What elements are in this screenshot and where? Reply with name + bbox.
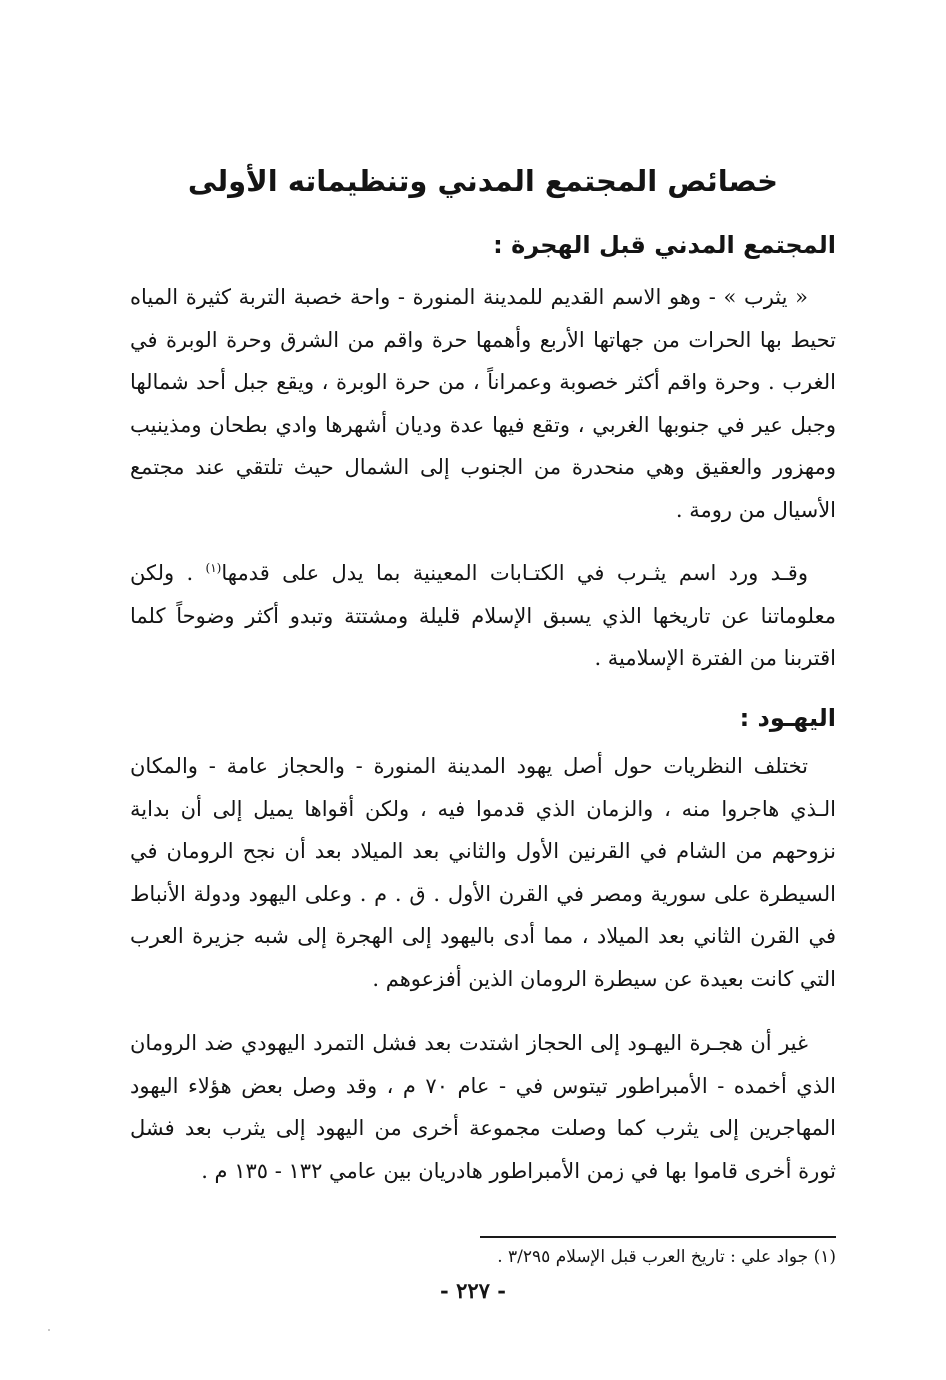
footnote: (١) جواد علي : تاريخ العرب قبل الإسلام ٣/٢٩٥ . bbox=[497, 1247, 836, 1267]
paragraph-yathrib-history bbox=[130, 552, 836, 680]
chapter-title: خصائص المجتمع المدني وتنظيماته الأولى bbox=[187, 164, 779, 198]
page-number: - ٢٢٧ - bbox=[440, 1278, 506, 1303]
footnote-divider bbox=[480, 1236, 836, 1238]
paragraph-jews-migration: غير أن هجـرة اليهـود إلى الحجاز اشتدت بعد فشل التمرد اليهودي ضد الرومان الذي أخمده - الأمبراطور تيتوس في - عام ٧٠ م ، وقد وصل بعض هؤلاء اليهود المهاجرين إلى يثرب كما وصلت مجموعة أخرى من اليهود إلى يثرب بعد فشل ثورة أخرى قاموا بها في زمن الأمبراطور هادريان بين عامي ١٣٢ - ١٣٥ م . bbox=[130, 1031, 836, 1183]
paragraph-text-start: وقـد ورد اسم يثـرب في الكتـابات المعينية بما يدل على قدمها bbox=[221, 561, 808, 585]
section-heading-before-hijra: المجتمع المدني قبل الهجرة : bbox=[493, 231, 836, 259]
paragraph-yathrib-description: « يثرب » - وهو الاسم القديم للمدينة المنورة - واحة خصبة التربة كثيرة المياه تحيط بها الحرات من جهاتها الأربع وأهمها حرة واقم من الشرق وحرة الوبرة في الغرب . وحرة واقم أكثر خصوبة وعمراناً ، من حرة الوبرة ، ويقع جبل أحد شمالها وجبل عير في جنوبها الغربي ، وتقع فيها عدة وديان أشهرها وادي بطحان ومذينيب ومهزور والعقيق وهي منحدرة من الجنوب إلى الشمال حيث تلتقي عند مجتمع الأسيال من رومة . bbox=[130, 285, 836, 522]
section-heading-jews: اليهـود : bbox=[739, 704, 836, 732]
paragraph-text-end: . ولكن معلوماتنا عن تاريخها الذي يسبق الإسلام قليلة ومشتتة وتبدو أكثر وضوحاً كلما اقتربنا من الفترة الإسلامية . bbox=[130, 561, 836, 670]
footnote-reference: (١) bbox=[205, 561, 222, 575]
paragraph-jews-origin: تختلف النظريات حول أصل يهود المدينة المنورة - والحجاز عامة - والمكان الـذي هاجروا منه ، والزمان الذي قدموا فيه ، ولكن أقواها يميل إلى أن بداية نزوحهم من الشام في القرنين الأول والثاني بعد الميلاد بعد أن نجح الرومان في السيطرة على سورية ومصر في القرن الأول . ق . م . وعلى اليهود ودولة الأنباط في القرن الثاني بعد الميلاد ، مما أدى باليهود إلى الهجرة إلى شبه جزيرة العرب التي كانت بعيدة عن سيطرة الرومان الذين أفزعوهم . bbox=[130, 754, 836, 991]
scan-speck bbox=[48, 1329, 50, 1331]
